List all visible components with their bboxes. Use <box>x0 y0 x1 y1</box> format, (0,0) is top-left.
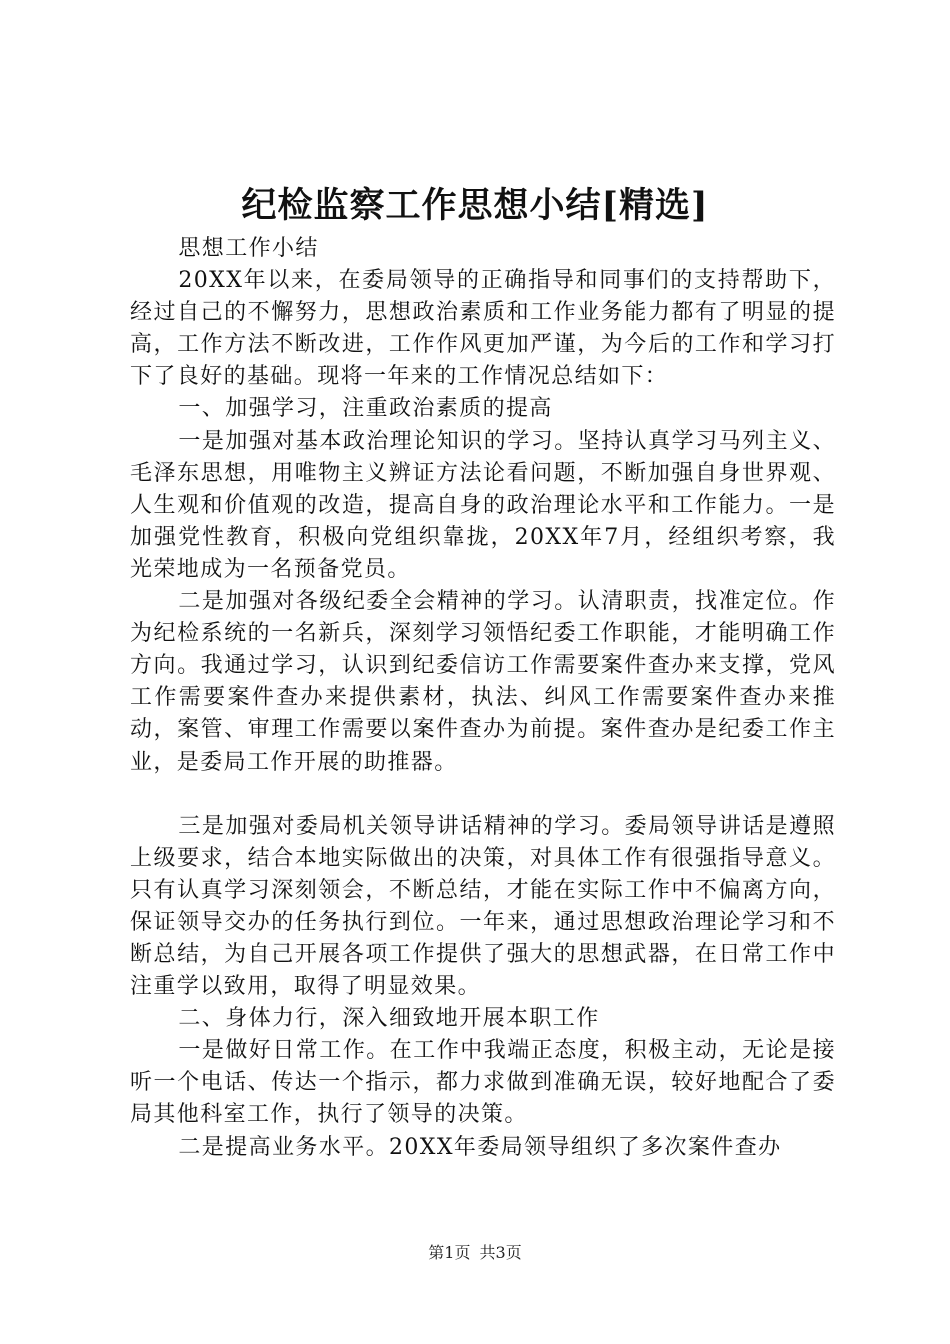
paragraph-study-plenary: 二是加强对各级纪委全会精神的学习。认清职责，找准定位。作为纪检系统的一名新兵，深刻学习领悟纪委工作职能，才能明确工作方向。我通过学习，认识到纪委信访工作需要案件查办来支撑，党风工作需要案件查办来提供素材，执法、纠风工作需要案件查办来推动，案管、审理工作需要以案件查办为前提。案件查办是纪委工作主业，是委局工作开展的助推器。 <box>130 589 836 775</box>
paragraph-study-speeches: 三是加强对委局机关领导讲话精神的学习。委局领导讲话是遵照上级要求，结合本地实际做出的决策，对具体工作有很强指导意义。只有认真学习深刻领会，不断总结，才能在实际工作中不偏离方向，保证领导交办的任务执行到位。一年来，通过思想政治理论学习和不断总结，为自己开展各项工作提供了强大的思想武器，在日常工作中注重学以致用，取得了明显效果。 <box>130 813 836 1000</box>
intro-paragraph: 20XX年以来，在委局领导的正确指导和同事们的支持帮助下，经过自己的不懈努力，思想政治素质和工作业务能力都有了明显的提高，工作方法不断改进，工作作风更加严谨，为今后的工作和学习打下了良好的基础。现将一年来的工作情况总结如下： <box>130 268 836 390</box>
paragraph-business-level: 二是提高业务水平。20XX年委局领导组织了多次案件查办 <box>178 1134 782 1160</box>
section-subtitle: 思想工作小结 <box>178 236 319 261</box>
document-body <box>130 233 836 1164</box>
page-footer <box>0 1242 950 1264</box>
document-title: 纪检监察工作思想小结[精选] <box>241 185 709 226</box>
paragraph-daily-work: 一是做好日常工作。在工作中我端正态度，积极主动，无论是接听一个电话、传达一个指示，都力求做到准确无误，较好地配合了委局其他科室工作，执行了领导的决策。 <box>130 1038 836 1128</box>
page-total: 共3页 <box>479 1243 522 1262</box>
page-number: 第1页 <box>428 1243 471 1262</box>
section-heading-1: 一、加强学习，注重政治素质的提高 <box>178 396 553 422</box>
paragraph-study-theory: 一是加强对基本政治理论知识的学习。坚持认真学习马列主义、毛泽东思想，用唯物主义辨证方法论看问题，不断加强自身世界观、人生观和价值观的改造，提高自身的政治理论水平和工作能力。一是加强党性教育，积极向党组织靠拢，20XX年7月，经组织考察，我光荣地成为一名预备党员。 <box>130 428 836 582</box>
section-heading-2: 二、身体力行，深入细致地开展本职工作 <box>178 1006 600 1032</box>
